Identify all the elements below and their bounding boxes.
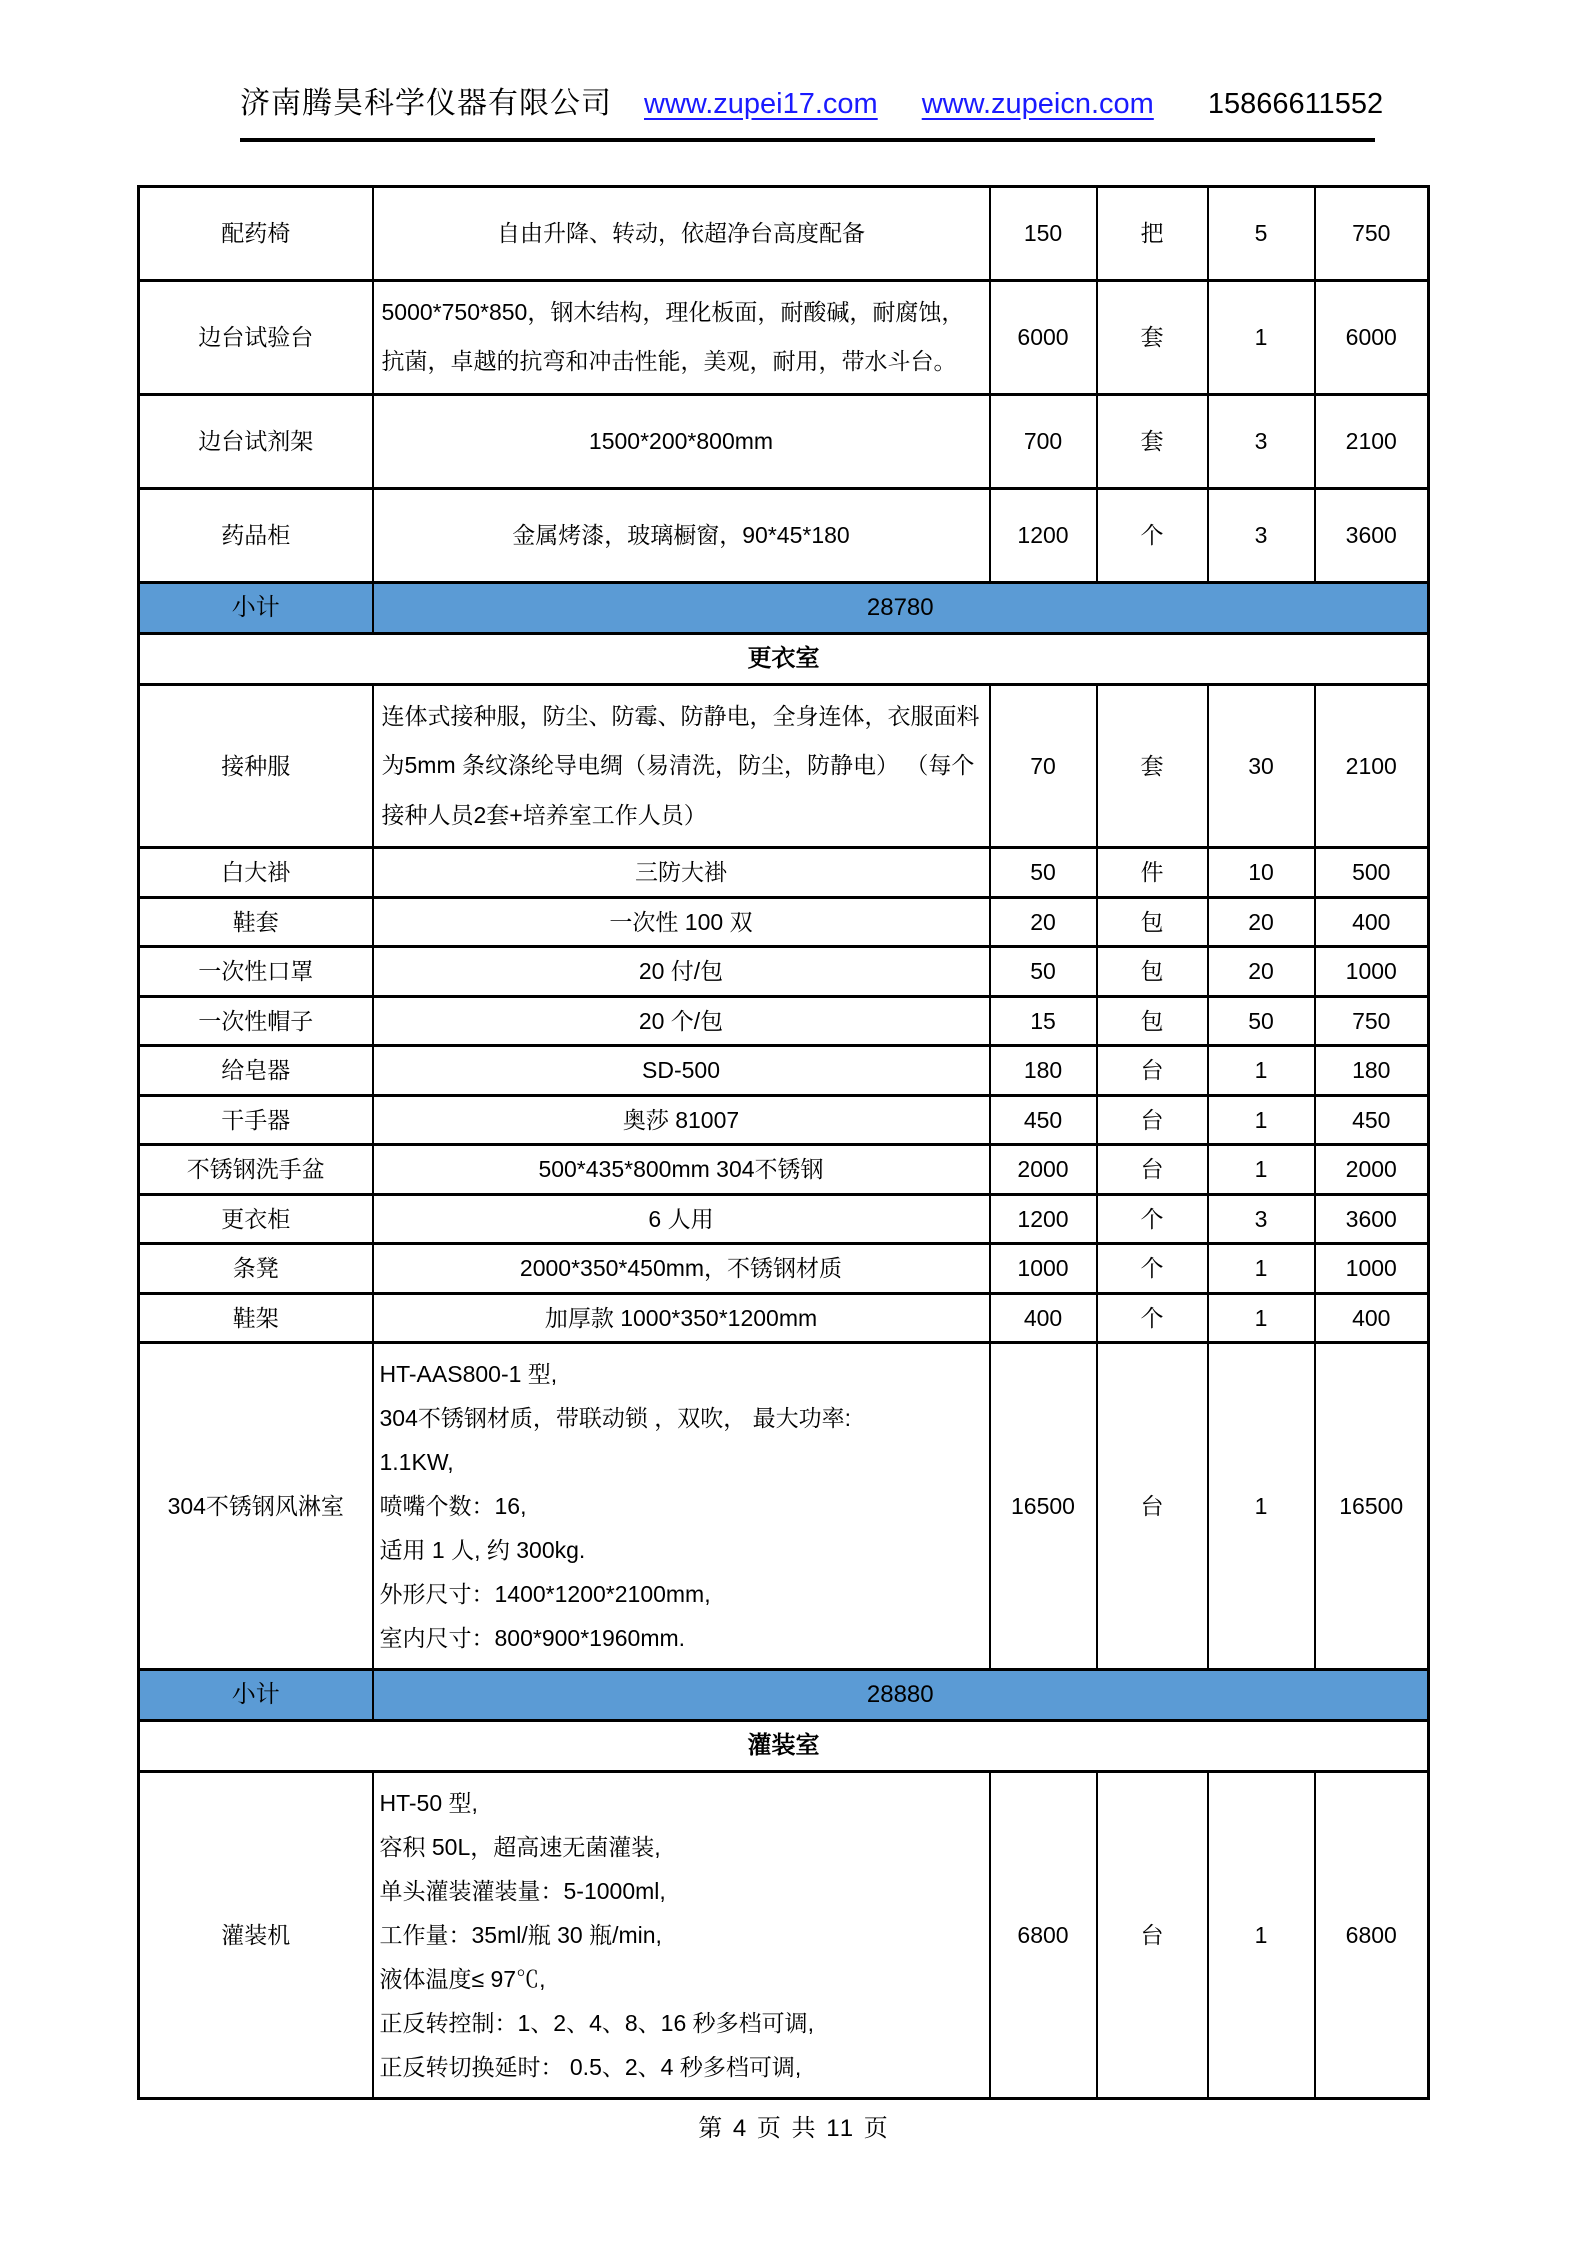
item-name-cell: 配药椅 bbox=[139, 187, 373, 281]
unit-price-cell: 700 bbox=[990, 394, 1097, 488]
unit-cell: 把 bbox=[1097, 187, 1208, 281]
item-name-cell: 边台试验台 bbox=[139, 281, 373, 395]
total-price-cell: 1000 bbox=[1315, 947, 1429, 997]
total-price-cell: 2000 bbox=[1315, 1145, 1429, 1195]
unit-cell: 台 bbox=[1097, 1343, 1208, 1670]
item-name-cell: 不锈钢洗手盆 bbox=[139, 1145, 373, 1195]
subtotal-value-cell: 28880 bbox=[373, 1670, 1429, 1721]
item-name-cell: 给皂器 bbox=[139, 1046, 373, 1096]
spec-line: HT-AAS800-1 型, bbox=[379, 1361, 558, 1388]
unit-price-cell: 1200 bbox=[990, 488, 1097, 582]
unit-cell: 台 bbox=[1097, 1145, 1208, 1195]
quantity-cell: 1 bbox=[1208, 1293, 1315, 1343]
item-desc-cell: 连体式接种服，防尘、防霉、防静电，全身连体，衣服面料为5mm 条纹涤纶导电绸（易清洗，防尘，防静电） （每个接种人员2套+培养室工作人员） bbox=[373, 684, 990, 847]
table-row bbox=[139, 897, 1429, 947]
company-name: 济南腾昊科学仪器有限公司 bbox=[240, 87, 612, 120]
spec-line: 液体温度≤ 97℃, bbox=[379, 1966, 546, 1993]
total-price-cell: 400 bbox=[1315, 897, 1429, 947]
quantity-cell: 5 bbox=[1208, 187, 1315, 281]
unit-price-cell: 6000 bbox=[990, 281, 1097, 395]
subtotal-row bbox=[139, 582, 1429, 633]
unit-price-cell: 50 bbox=[990, 947, 1097, 997]
website-link-1[interactable]: www.zupei17.com bbox=[644, 88, 878, 120]
item-name-cell: 更衣柜 bbox=[139, 1194, 373, 1244]
total-price-cell: 750 bbox=[1315, 187, 1429, 281]
quantity-cell: 1 bbox=[1208, 1095, 1315, 1145]
phone-number: 15866611552 bbox=[1207, 88, 1384, 120]
item-name-cell: 鞋套 bbox=[139, 897, 373, 947]
item-desc-cell: 一次性 100 双 bbox=[373, 897, 990, 947]
quantity-cell: 1 bbox=[1208, 281, 1315, 395]
unit-price-cell: 1200 bbox=[990, 1194, 1097, 1244]
unit-cell: 包 bbox=[1097, 897, 1208, 947]
item-desc-cell: 加厚款 1000*350*1200mm bbox=[373, 1293, 990, 1343]
unit-cell: 个 bbox=[1097, 1244, 1208, 1294]
unit-cell: 套 bbox=[1097, 394, 1208, 488]
item-name-cell: 边台试剂架 bbox=[139, 394, 373, 488]
spec-line: 正反转控制：1、2、4、8、16 秒多档可调, bbox=[379, 2010, 815, 2037]
quantity-cell: 20 bbox=[1208, 947, 1315, 997]
unit-price-cell: 150 bbox=[990, 187, 1097, 281]
total-price-cell: 2100 bbox=[1315, 684, 1429, 847]
unit-cell: 个 bbox=[1097, 1194, 1208, 1244]
item-desc-cell: 三防大褂 bbox=[373, 848, 990, 898]
table-row bbox=[139, 848, 1429, 898]
quantity-cell: 30 bbox=[1208, 684, 1315, 847]
total-price-cell: 1000 bbox=[1315, 1244, 1429, 1294]
subtotal-label-cell: 小计 bbox=[139, 582, 373, 633]
item-desc-cell: SD-500 bbox=[373, 1046, 990, 1096]
table-row bbox=[139, 1343, 1429, 1670]
unit-price-cell: 180 bbox=[990, 1046, 1097, 1096]
total-price-cell: 450 bbox=[1315, 1095, 1429, 1145]
table-row bbox=[139, 1293, 1429, 1343]
table-row bbox=[139, 394, 1429, 488]
item-desc-cell: 6 人用 bbox=[373, 1194, 990, 1244]
page-header bbox=[240, 78, 1384, 142]
item-name-cell: 一次性口罩 bbox=[139, 947, 373, 997]
table-row bbox=[139, 947, 1429, 997]
item-name-cell: 白大褂 bbox=[139, 848, 373, 898]
item-desc-cell: 2000*350*450mm，不锈钢材质 bbox=[373, 1244, 990, 1294]
page-footer: 第 4 页 共 11 页 bbox=[698, 2115, 890, 2142]
item-desc-cell: 奥莎 81007 bbox=[373, 1095, 990, 1145]
item-name-cell: 接种服 bbox=[139, 684, 373, 847]
table-row bbox=[139, 1772, 1429, 2099]
total-price-cell: 6000 bbox=[1315, 281, 1429, 395]
item-name-cell: 条凳 bbox=[139, 1244, 373, 1294]
unit-price-cell: 2000 bbox=[990, 1145, 1097, 1195]
quantity-cell: 3 bbox=[1208, 1194, 1315, 1244]
total-price-cell: 16500 bbox=[1315, 1343, 1429, 1670]
spec-line: 正反转切换延时： 0.5、2、4 秒多档可调, bbox=[379, 2054, 802, 2081]
spec-line: 外形尺寸：1400*1200*2100mm, bbox=[379, 1581, 711, 1608]
unit-cell: 套 bbox=[1097, 684, 1208, 847]
item-name-cell: 一次性帽子 bbox=[139, 996, 373, 1046]
quotation-table bbox=[137, 185, 1430, 2100]
unit-price-cell: 20 bbox=[990, 897, 1097, 947]
table-row bbox=[139, 1046, 1429, 1096]
section-title: 更衣室 bbox=[139, 633, 1429, 684]
spec-line: 喷嘴个数：16, bbox=[379, 1493, 527, 1520]
table-row bbox=[139, 488, 1429, 582]
item-desc-cell bbox=[373, 1343, 990, 1670]
subtotal-label-cell: 小计 bbox=[139, 1670, 373, 1721]
unit-price-cell: 16500 bbox=[990, 1343, 1097, 1670]
table-row bbox=[139, 996, 1429, 1046]
item-desc-cell: 20 个/包 bbox=[373, 996, 990, 1046]
item-desc-cell: 金属烤漆，玻璃橱窗，90*45*180 bbox=[373, 488, 990, 582]
item-desc-cell: 1500*200*800mm bbox=[373, 394, 990, 488]
spec-line: 容积 50L，超高速无菌灌装, bbox=[379, 1834, 661, 1861]
table-row bbox=[139, 684, 1429, 847]
item-name-cell: 鞋架 bbox=[139, 1293, 373, 1343]
table-row bbox=[139, 1244, 1429, 1294]
unit-price-cell: 70 bbox=[990, 684, 1097, 847]
website-link-2[interactable]: www.zupeicn.com bbox=[921, 88, 1154, 120]
section-header-row bbox=[139, 1721, 1429, 1772]
quantity-cell: 1 bbox=[1208, 1046, 1315, 1096]
quantity-cell: 20 bbox=[1208, 897, 1315, 947]
unit-price-cell: 1000 bbox=[990, 1244, 1097, 1294]
unit-cell: 套 bbox=[1097, 281, 1208, 395]
table-row bbox=[139, 1194, 1429, 1244]
unit-price-cell: 15 bbox=[990, 996, 1097, 1046]
quantity-cell: 1 bbox=[1208, 1343, 1315, 1670]
item-desc-cell bbox=[373, 1772, 990, 2099]
total-price-cell: 500 bbox=[1315, 848, 1429, 898]
total-price-cell: 750 bbox=[1315, 996, 1429, 1046]
total-price-cell: 400 bbox=[1315, 1293, 1429, 1343]
table-row bbox=[139, 281, 1429, 395]
spec-line: 1.1KW, bbox=[379, 1449, 454, 1476]
total-price-cell: 6800 bbox=[1315, 1772, 1429, 2099]
spec-line: 适用 1 人, 约 300kg. bbox=[379, 1537, 586, 1564]
table-row bbox=[139, 1095, 1429, 1145]
item-desc-cell: 20 付/包 bbox=[373, 947, 990, 997]
quantity-cell: 1 bbox=[1208, 1772, 1315, 2099]
quotation-table-body bbox=[139, 187, 1429, 2099]
spec-line: 304不锈钢材质，带联动锁 ，双吹， 最大功率: bbox=[379, 1405, 852, 1432]
spec-line: 单头灌装灌装量：5-1000ml, bbox=[379, 1878, 666, 1905]
total-price-cell: 180 bbox=[1315, 1046, 1429, 1096]
item-name-cell: 药品柜 bbox=[139, 488, 373, 582]
unit-price-cell: 450 bbox=[990, 1095, 1097, 1145]
item-desc-cell: 5000*750*850，钢木结构，理化板面，耐酸碱，耐腐蚀，抗菌，卓越的抗弯和冲击性能，美观，耐用，带水斗台。 bbox=[373, 281, 990, 395]
total-price-cell: 3600 bbox=[1315, 488, 1429, 582]
item-name-cell: 灌装机 bbox=[139, 1772, 373, 2099]
quantity-cell: 10 bbox=[1208, 848, 1315, 898]
subtotal-value-cell: 28780 bbox=[373, 582, 1429, 633]
spec-line: 室内尺寸：800*900*1960mm. bbox=[379, 1625, 686, 1652]
item-desc-cell: 自由升降、转动，依超净台高度配备 bbox=[373, 187, 990, 281]
unit-cell: 个 bbox=[1097, 488, 1208, 582]
quantity-cell: 3 bbox=[1208, 394, 1315, 488]
spec-line: HT-50 型, bbox=[379, 1790, 478, 1817]
spec-line: 工作量：35ml/瓶 30 瓶/min, bbox=[379, 1922, 662, 1949]
quantity-cell: 1 bbox=[1208, 1145, 1315, 1195]
unit-cell: 台 bbox=[1097, 1095, 1208, 1145]
item-name-cell: 304不锈钢风淋室 bbox=[139, 1343, 373, 1670]
quantity-cell: 50 bbox=[1208, 996, 1315, 1046]
unit-price-cell: 6800 bbox=[990, 1772, 1097, 2099]
total-price-cell: 3600 bbox=[1315, 1194, 1429, 1244]
quantity-cell: 3 bbox=[1208, 488, 1315, 582]
section-header-row bbox=[139, 633, 1429, 684]
item-name-cell: 干手器 bbox=[139, 1095, 373, 1145]
unit-cell: 件 bbox=[1097, 848, 1208, 898]
unit-price-cell: 400 bbox=[990, 1293, 1097, 1343]
item-desc-cell: 500*435*800mm 304不锈钢 bbox=[373, 1145, 990, 1195]
unit-cell: 个 bbox=[1097, 1293, 1208, 1343]
unit-cell: 台 bbox=[1097, 1046, 1208, 1096]
quantity-cell: 1 bbox=[1208, 1244, 1315, 1294]
table-row bbox=[139, 1145, 1429, 1195]
unit-cell: 包 bbox=[1097, 947, 1208, 997]
total-price-cell: 2100 bbox=[1315, 394, 1429, 488]
unit-cell: 台 bbox=[1097, 1772, 1208, 2099]
section-title: 灌装室 bbox=[139, 1721, 1429, 1772]
unit-price-cell: 50 bbox=[990, 848, 1097, 898]
unit-cell: 包 bbox=[1097, 996, 1208, 1046]
table-row bbox=[139, 187, 1429, 281]
subtotal-row bbox=[139, 1670, 1429, 1721]
